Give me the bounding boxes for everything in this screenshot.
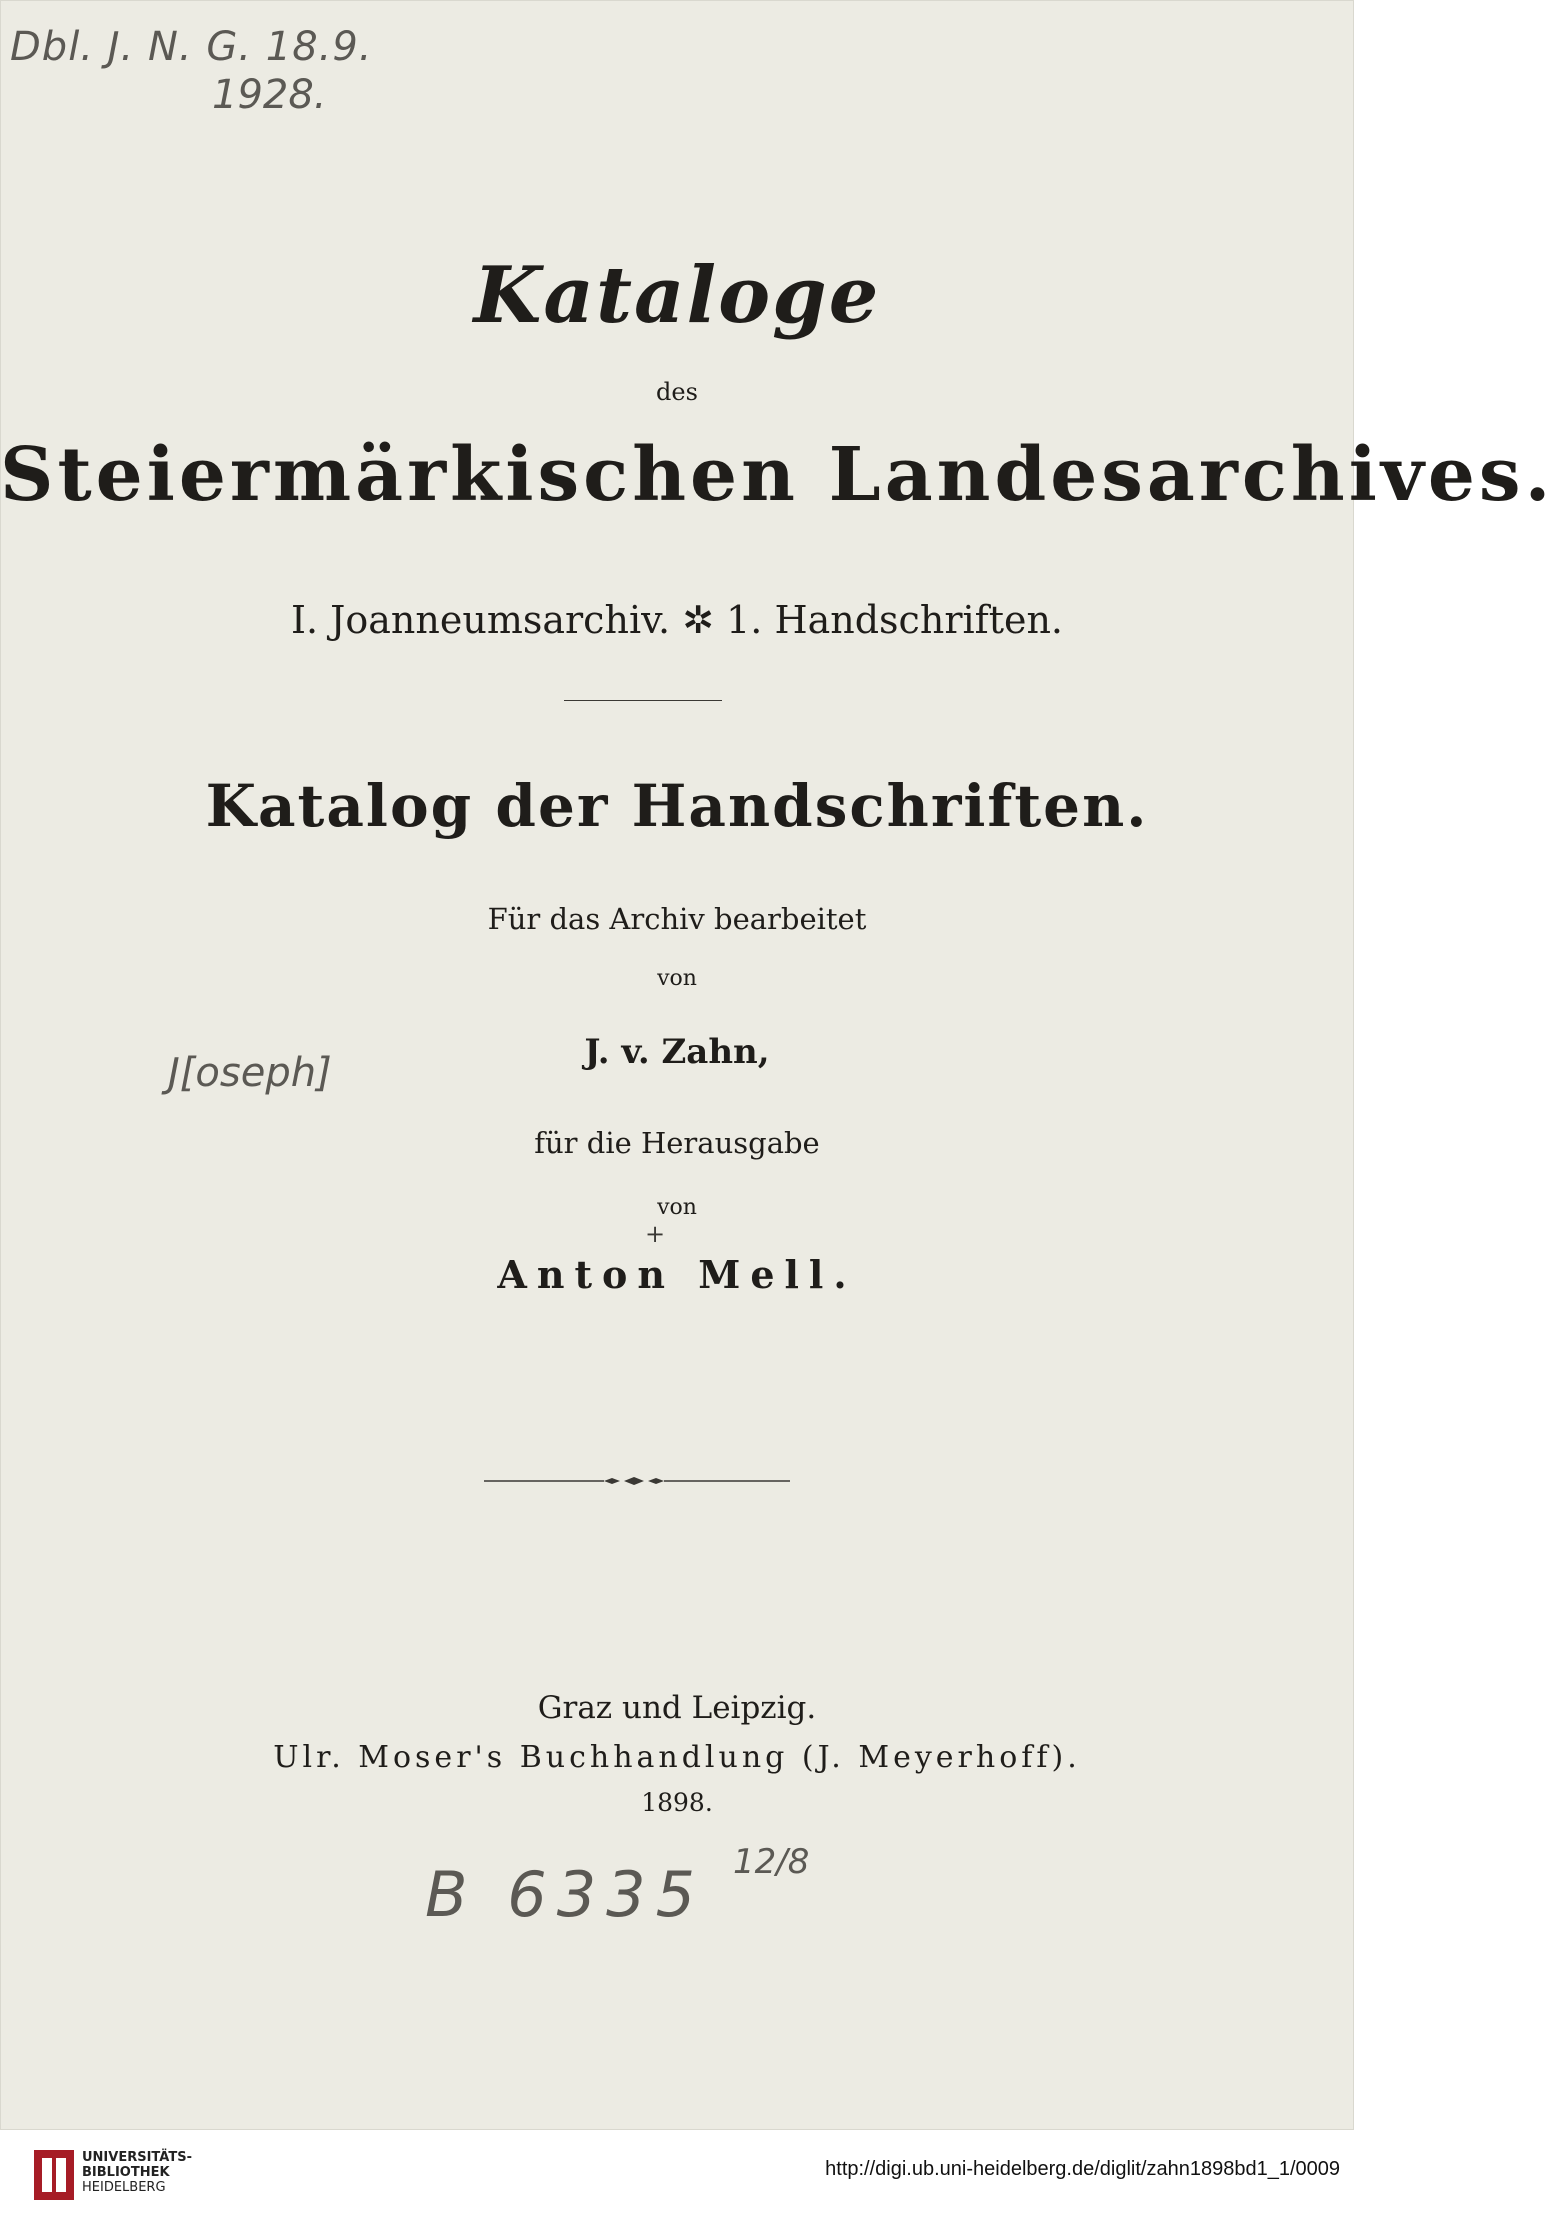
editor-name: Anton Mell. [497, 1252, 857, 1297]
title-kataloge: Kataloge [473, 250, 881, 341]
year-line: 1898. [641, 1788, 713, 1817]
library-name [82, 2150, 192, 2195]
publisher-line: Ulr. Moser's Buchhandlung (J. Meyerhoff). [273, 1740, 1081, 1775]
library-line-2: BIBLIOTHEK [82, 2165, 170, 2180]
von-1: von [657, 966, 697, 991]
library-line-3: HEIDELBERG [82, 2180, 166, 2195]
edited-for-line: Für das Archiv bearbeitet [487, 902, 867, 936]
von-2: von [657, 1195, 697, 1220]
permalink-url[interactable]: http://digi.ub.uni-heidelberg.de/diglit/zahn1898bd1_1/0009 [825, 2158, 1340, 2180]
publication-line: für die Herausgabe [534, 1126, 820, 1160]
handwritten-shelfmark-fraction: 12/8 [733, 1842, 810, 1882]
title-des: des [656, 378, 698, 406]
author-name: J. v. Zahn, [584, 1032, 770, 1072]
title-landesarchives: Steiermärkischen Landesarchives. [0, 432, 1554, 518]
subtitle-katalog: Katalog der Handschriften. [205, 772, 1149, 840]
handwritten-shelfmark: B 6335 [425, 1858, 706, 1931]
handwritten-year: 1928. [212, 72, 327, 118]
place-line: Graz und Leipzig. [537, 1690, 817, 1726]
ornamental-rule [484, 1476, 790, 1486]
handwritten-margin-note: J[oseph] [168, 1050, 332, 1096]
cross-mark-icon: + [645, 1220, 666, 1248]
divider-rule [564, 700, 722, 701]
library-line-1: UNIVERSITÄTS- [82, 2150, 192, 2165]
handwritten-note-top: Dbl. J. N. G. 18.9. [10, 24, 373, 70]
series-line: I. Joanneumsarchiv. ✲ 1. Handschriften. [290, 598, 1064, 642]
library-logo-icon [34, 2150, 74, 2200]
